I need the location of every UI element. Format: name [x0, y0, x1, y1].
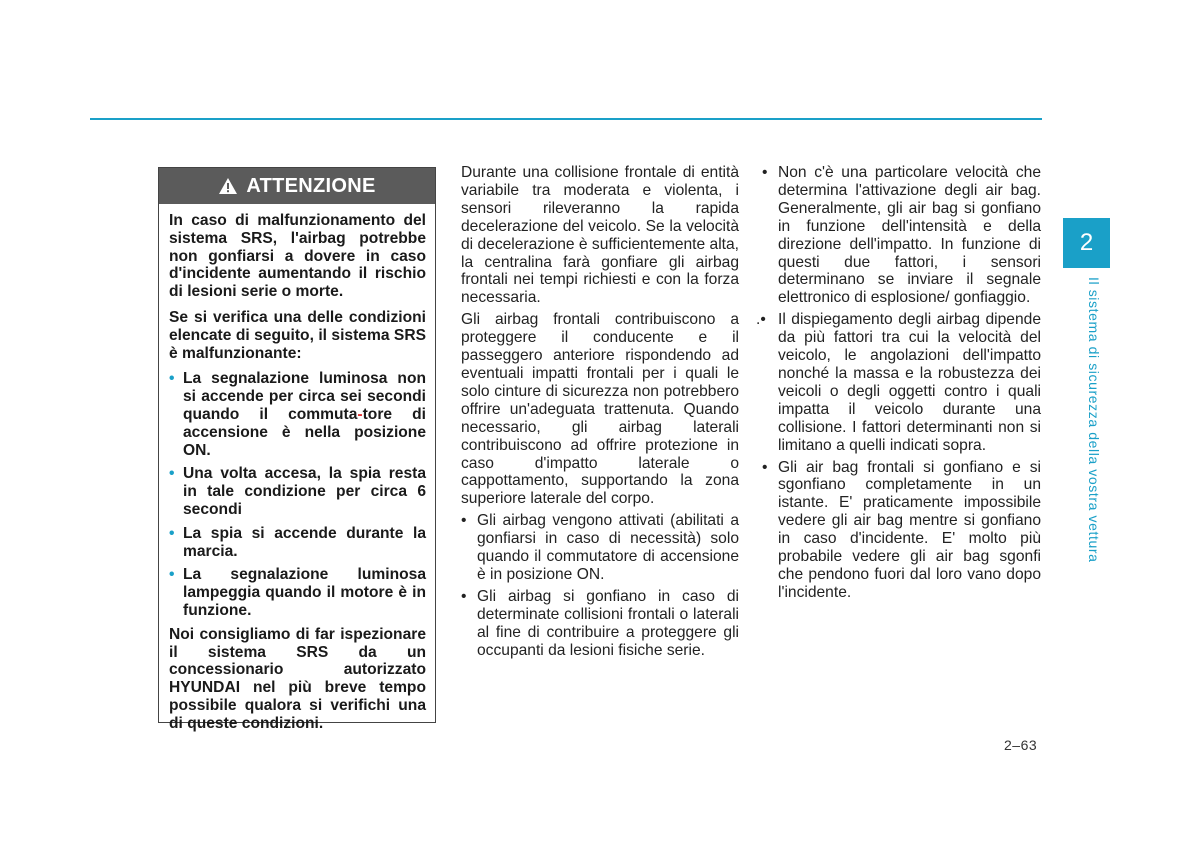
bullet-icon: • [169, 566, 175, 584]
chapter-tab: 2 [1063, 218, 1110, 268]
warning-box [158, 167, 436, 732]
warning-header [159, 168, 435, 204]
list-item: .• Il dispiegamento degli airbag dipende da più fattori tra cui la velocità del veicolo, le angolazioni dell'impatto nonché la massa e la robustezza dei veicoli o degli oggetti contro i quali impatta il veicolo durante una collisione. I fattori determinanti non si limitano a quelli indicati sopra. [756, 311, 1041, 454]
warning-list-item: • La segnalazione luminosa non si accende per circa sei secondi quando il commuta-tore di accensione è nella posizione ON. [169, 370, 426, 459]
bullet-icon: • [762, 458, 768, 476]
bullet-icon: .• [756, 311, 766, 329]
list-item: • Gli airbag si gonfiano in caso di determinate collisioni frontali o laterali al fine di contribuire a proteggere gli occupanti da lesioni fisiche serie. [461, 587, 739, 659]
bullet-icon: • [461, 587, 467, 605]
list-item: • Gli airbag vengono attivati (abilitati a gonfiarsi in caso di necessità) solo quando il commutatore di accensione è in posizione ON. [461, 512, 739, 583]
bullet-icon: • [762, 164, 768, 181]
warning-list-item: • Una volta accesa, la spia resta in tale condizione per circa 6 secondi [169, 465, 426, 518]
bullet-icon: • [461, 512, 467, 530]
warning-list-item: • La segnalazione luminosa lampeggia quando il motore è in funzione. [169, 566, 426, 619]
warning-title: ATTENZIONE [246, 174, 376, 197]
hyphen-mark: - [357, 405, 363, 423]
warning-body [159, 204, 435, 733]
body-paragraph: Durante una collisione frontale di entità variabile tra moderata e violenta, i sensori rileveranno la rapida decelerazione del veicolo. Se la velocità di decelerazione è sufficientemente alta, la centralina farà gonfiare gli airbag frontali nei tempi richiesti e con la forza necessaria. [461, 164, 739, 307]
bullet-icon: • [169, 465, 175, 483]
header-rule [90, 118, 1042, 120]
body-paragraph: Gli airbag frontali contribuiscono a proteggere il conducente e il passeggero anteriore rispondendo ad eventuali impatti frontali per i quali le solo cinture di sicurezza non potrebbero offrire un'adeguata trattenuta. Quando necessario, gli airbag laterali contribuiscono ad offrire protezione in caso d'impatto laterale o cappottamento, supportando la zona superiore laterale del corpo. [461, 311, 739, 508]
warning-list-item: • La spia si accende durante la marcia. [169, 524, 426, 560]
warning-triangle-icon [218, 177, 238, 195]
body-list [461, 512, 739, 659]
middle-column [461, 164, 739, 663]
body-list [756, 164, 1041, 602]
chapter-side-title: Il sistema di sicurezza della vostra vettura [1086, 277, 1102, 563]
bullet-icon: • [169, 370, 175, 388]
list-item: • Non c'è una particolare velocità che determina l'attivazione degli air bag. Generalmente, gli air bag si gonfiano in funzione dell'intensità e della direzione dell'impatto. In funzione di questi due fattori, i sensori determinano se inviare il segnale elettronico di esplosione/ gonfiaggio. [762, 164, 1041, 307]
warning-paragraph: Se si verifica una delle condizioni elencate di seguito, il sistema SRS è malfunzionante: [169, 308, 426, 362]
warning-list [169, 370, 426, 619]
bullet-icon: • [169, 524, 175, 542]
page-number: 2–63 [1004, 737, 1038, 753]
right-column [756, 164, 1041, 606]
list-item: • Gli air bag frontali si gonfiano e si sgonfiano completamente in un istante. E' praticamente impossibile vedere gli air bag mentre si gonfiano in caso d'incidente. E' molto più probabile vedere gli air bag sgonfi che pendono fuori dal loro vano dopo l'incidente. [762, 458, 1041, 601]
warning-paragraph: Noi consigliamo di far ispezionare il sistema SRS da un concessionario autorizzato HYUNDAI nel più breve tempo possibile qualora si verifichi una di queste condizioni. [169, 625, 426, 732]
warning-paragraph: In caso di malfunzionamento del sistema SRS, l'airbag potrebbe non gonfiarsi a dovere in caso d'incidente aumentando il rischio di lesioni serie o morte. [169, 212, 426, 301]
